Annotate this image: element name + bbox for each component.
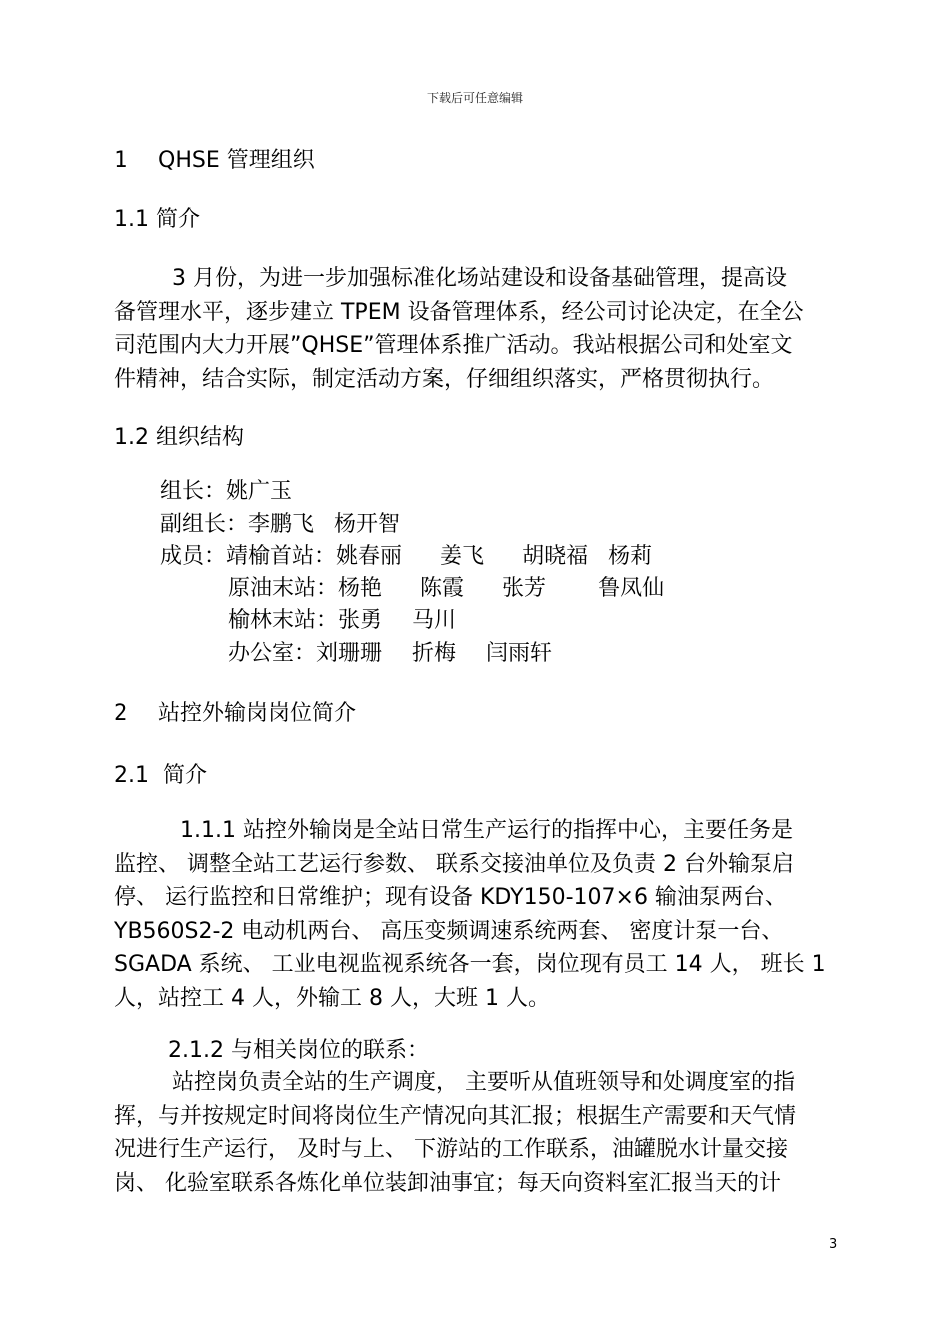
paragraph-line: 件精神，结合实际，制定活动方案，仔细组织落实，严格贯彻执行。: [114, 366, 775, 392]
section-1-1-paragraph: [114, 262, 842, 396]
section-2-heading: [114, 699, 356, 729]
section-2-1-heading: 2.1 简介: [114, 763, 207, 788]
page-number: 3: [829, 1237, 838, 1252]
member-name: 杨莉: [608, 544, 653, 569]
paragraph-line: 况进行生产运行， 及时与上、 下游站的工作联系，油罐脱水计量交接: [114, 1137, 788, 1162]
section-1-number: 1: [114, 148, 128, 173]
member-name: 姜飞: [440, 544, 485, 569]
paragraph-line: 监控、 调整全站工艺运行参数、 联系交接油单位及负责 2 台外输泵启: [114, 851, 794, 877]
station-label: 原油末站：: [228, 576, 339, 601]
deputy-name: 杨开智: [334, 512, 401, 537]
section-2-number: 2: [114, 701, 128, 726]
member-name: 马川: [412, 608, 457, 633]
section-2-1-paragraph: [114, 814, 842, 1015]
paragraph-line: 备管理水平，逐步建立 TPEM 设备管理体系，经公司讨论决定，在全公: [114, 299, 804, 325]
member-name: 胡晓福: [522, 544, 589, 569]
member-name: 姚春丽: [336, 544, 403, 569]
deputy-name: 李鹏飞: [248, 512, 315, 537]
paragraph-line: 停、 运行监控和日常维护；现有设备 KDY150-107×6 输油泵两台、: [114, 885, 787, 910]
members-label: 成员：: [160, 544, 227, 569]
org-group-line: [228, 574, 664, 604]
section-2-1-2-title: 2.1.2 与相关岗位的联系：: [168, 1038, 429, 1063]
member-name: 张勇: [338, 608, 383, 633]
section-1-heading: [114, 146, 315, 176]
org-members-line: [160, 542, 652, 572]
paragraph-line: SGADA 系统、 工业电视监视系统各一套，岗位现有员工 14 人， 班长 1: [114, 952, 826, 977]
paragraph-line: 站控岗负责全站的生产调度， 主要听从值班领导和处调度室的指: [172, 1070, 795, 1095]
paragraph-line: 3 月份，为进一步加强标准化场站建设和设备基础管理，提高设: [172, 266, 787, 291]
paragraph-line: 挥，与并按规定时间将岗位生产情况向其汇报；根据生产需要和天气情: [114, 1103, 797, 1129]
section-2-title: 站控外输岗岗位简介: [158, 701, 357, 726]
station-label: 办公室：: [228, 641, 317, 666]
deputy-label: 副组长：: [160, 512, 249, 537]
org-group-line: [228, 606, 456, 636]
member-name: 闫雨轩: [486, 641, 553, 666]
section-1-1-heading: 1.1 简介: [114, 207, 200, 232]
member-name: 陈霞: [420, 576, 465, 601]
section-1-2-heading: 1.2 组织结构: [114, 425, 244, 450]
page-header-note: 下载后可任意编辑: [426, 91, 523, 105]
leader-label: 组长：: [160, 479, 227, 504]
paragraph-line: YB560S2-2 电动机两台、 高压变频调速系统两套、 密度计泵一台、: [114, 918, 784, 944]
section-1-title: QHSE 管理组织: [158, 148, 315, 173]
paragraph-line: 岗、 化验室联系各炼化单位装卸油事宜；每天向资料室汇报当天的计: [114, 1170, 781, 1196]
org-leader-line: [160, 477, 292, 507]
leader-name: 姚广玉: [226, 479, 293, 504]
station-label: 榆林末站：: [228, 608, 339, 633]
member-name: 刘珊珊: [316, 641, 383, 666]
paragraph-line: 人，站控工 4 人，外输工 8 人，大班 1 人。: [114, 985, 550, 1011]
member-name: 张芳: [502, 576, 547, 601]
paragraph-line: 司范围内大力开展”QHSE”管理体系推广活动。我站根据公司和处室文: [114, 333, 793, 358]
org-group-line: [228, 639, 552, 669]
paragraph-line: 1.1.1 站控外输岗是全站日常生产运行的指挥中心，主要任务是: [180, 818, 793, 843]
member-name: 折梅: [412, 641, 457, 666]
section-2-1-2-paragraph: [114, 1066, 842, 1200]
org-deputy-line: [160, 510, 400, 540]
member-name: 杨艳: [338, 576, 383, 601]
member-name: 鲁凤仙: [598, 576, 665, 601]
station-label: 靖榆首站：: [226, 544, 337, 569]
